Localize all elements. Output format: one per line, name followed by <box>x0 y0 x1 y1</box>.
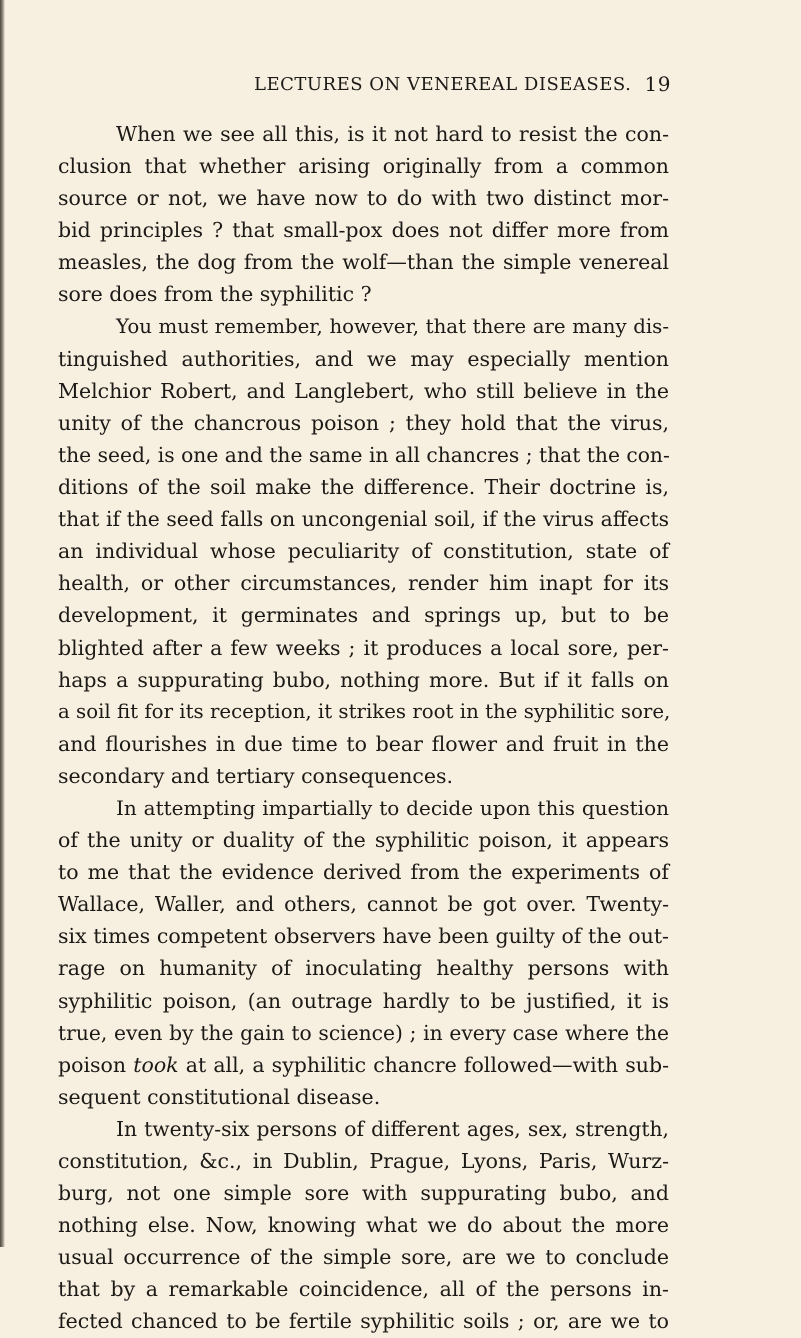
text-line: a soil fit for its reception, it strikes root in the syphilitic sore, <box>58 699 671 723</box>
text-line: the seed, is one and the same in all chancres ; that the con- <box>58 442 670 467</box>
text-line: of the unity or duality of the syphilitic poison, it appears <box>58 828 669 853</box>
text-line: source or not, we have now to do with two distinct mor- <box>58 186 669 211</box>
text-line: true, even by the gain to science) ; in every case where the <box>58 1020 669 1045</box>
emphasis-took: took <box>133 1052 179 1077</box>
text-line: ditions of the soil make the difference. Their doctrine is, <box>58 475 669 500</box>
text-line: usual occurrence of the simple sore, are we to conclude <box>58 1245 669 1270</box>
running-head <box>254 74 671 104</box>
text-line: nothing else. Now, knowing what we do about the more <box>58 1213 669 1238</box>
text-line: an individual whose peculiarity of constitution, state of <box>58 539 669 564</box>
text-line: health, or other circumstances, render him inapt for its <box>58 571 669 596</box>
text-line: sequent constitutional disease. <box>58 1084 381 1109</box>
text-line: that if the seed falls on uncongenial soil, if the virus affects <box>58 507 669 532</box>
running-head-title: LECTURES ON VENEREAL DISEASES. <box>254 74 632 95</box>
body-text <box>58 118 669 1338</box>
text-line: Melchior Robert, and Langlebert, who still believe in the <box>58 378 669 403</box>
text-line: haps a suppurating bubo, nothing more. But if it falls on <box>58 667 669 692</box>
text-line: tinguished authorities, and we may especially mention <box>58 346 669 371</box>
text-line: burg, not one simple sore with suppurating bubo, and <box>58 1181 669 1206</box>
text-line: sore does from the syphilitic ? <box>58 282 372 307</box>
text-line: measles, the dog from the wolf—than the simple venereal <box>58 250 669 275</box>
text-line: blighted after a few weeks ; it produces a local sore, per- <box>58 635 669 660</box>
text-line: development, it germinates and springs up, but to be <box>58 603 669 628</box>
text-line: unity of the chancrous poison ; they hold that the virus, <box>58 410 669 435</box>
text-line: rage on humanity of inoculating healthy persons with <box>58 956 669 981</box>
text-line: In attempting impartially to decide upon this question <box>116 795 669 820</box>
text-line: constitution, &c., in Dublin, Prague, Lyons, Paris, Wurz- <box>58 1149 669 1173</box>
text-line: and flourishes in due time to bear flower and fruit in the <box>58 731 669 756</box>
text-line: fected chanced to be fertile syphilitic soils ; or, are we to <box>58 1309 669 1334</box>
text-line: When we see all this, is it not hard to resist the con- <box>116 122 669 146</box>
text-line: to me that the evidence derived from the experiments of <box>58 860 669 885</box>
text-line: that by a remarkable coincidence, all of the persons in- <box>58 1277 669 1302</box>
text-line: You must remember, however, that there are many dis- <box>116 314 669 338</box>
binding-edge <box>0 0 5 1247</box>
text-line: six times competent observers have been guilty of the out- <box>58 924 669 949</box>
text-line: bid principles ? that small-pox does not differ more from <box>58 218 669 243</box>
text-line: Wallace, Waller, and others, cannot be got over. Twenty- <box>58 892 669 917</box>
text-line: In twenty-six persons of different ages, sex, strength, <box>116 1116 669 1141</box>
page-number: 19 <box>644 72 671 96</box>
text-line: clusion that whether arising originally from a common <box>58 154 669 179</box>
text-line: poison took at all, a syphilitic chancre followed—with sub- <box>58 1052 669 1077</box>
text-line: syphilitic poison, (an outrage hardly to be justified, it is <box>58 988 669 1013</box>
text-line: secondary and tertiary consequences. <box>58 763 454 788</box>
